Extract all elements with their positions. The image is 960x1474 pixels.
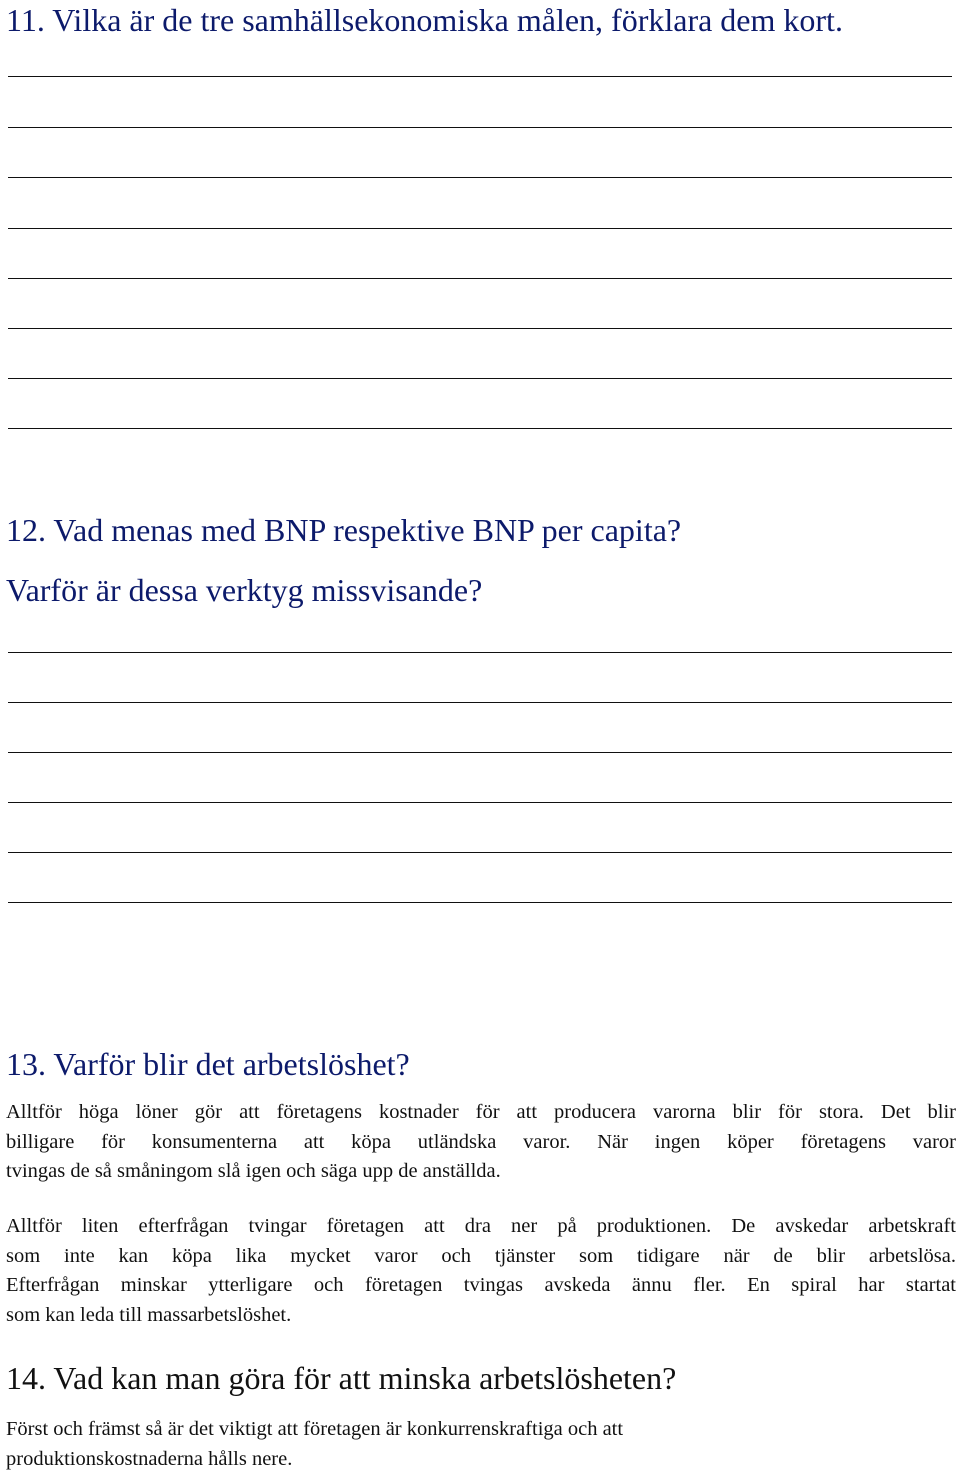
paragraph-line: som kan leda till massarbetslöshet.	[6, 1303, 292, 1326]
answer-line[interactable]	[8, 852, 952, 853]
paragraph-line: billigare för konsumenterna att köpa utländska varor. När ingen köper företagens varor	[6, 1130, 956, 1153]
paragraph-line: produktionskostnaderna hålls nere.	[6, 1447, 293, 1470]
answer-line[interactable]	[8, 652, 952, 653]
question-11-heading: 11. Vilka är de tre samhällsekonomiska målen, förklara dem kort.	[6, 2, 843, 38]
answer-line[interactable]	[8, 328, 952, 329]
answer-line[interactable]	[8, 177, 952, 178]
answer-line[interactable]	[8, 702, 952, 703]
answer-line[interactable]	[8, 228, 952, 229]
answer-line[interactable]	[8, 902, 952, 903]
answer-line[interactable]	[8, 127, 952, 128]
paragraph-line: Alltför höga löner gör att företagens kostnader för att producera varorna blir för stora. Det blir	[6, 1101, 956, 1123]
paragraph-line: som inte kan köpa lika mycket varor och tjänster som tidigare när de blir arbetslösa.	[6, 1244, 956, 1267]
paragraph-line: Först och främst så är det viktigt att företagen är konkurrenskraftiga och att	[6, 1418, 624, 1440]
paragraph-line: tvingas de så småningom slå igen och säga upp de anställda.	[6, 1160, 501, 1182]
answer-line[interactable]	[8, 428, 952, 429]
question-13-paragraph-1	[6, 1098, 956, 1187]
question-14-heading: 14. Vad kan man göra för att minska arbetslösheten?	[6, 1360, 677, 1396]
question-13-heading: 13. Varför blir det arbetslöshet?	[6, 1046, 410, 1082]
question-12-subheading: Varför är dessa verktyg missvisande?	[6, 572, 483, 608]
question-14-paragraph-1	[6, 1415, 956, 1474]
answer-line[interactable]	[8, 752, 952, 753]
answer-line[interactable]	[8, 378, 952, 379]
paragraph-line: Alltför liten efterfrågan tvingar företagen att dra ner på produktionen. De avskedar arbetskraft	[6, 1215, 956, 1237]
question-13-paragraph-2	[6, 1212, 956, 1330]
answer-line[interactable]	[8, 802, 952, 803]
answer-line[interactable]	[8, 278, 952, 279]
paragraph-line: Efterfrågan minskar ytterligare och företagen tvingas avskeda ännu fler. En spiral har startat	[6, 1274, 956, 1296]
answer-line[interactable]	[8, 76, 952, 77]
question-12-heading: 12. Vad menas med BNP respektive BNP per capita?	[6, 512, 682, 548]
